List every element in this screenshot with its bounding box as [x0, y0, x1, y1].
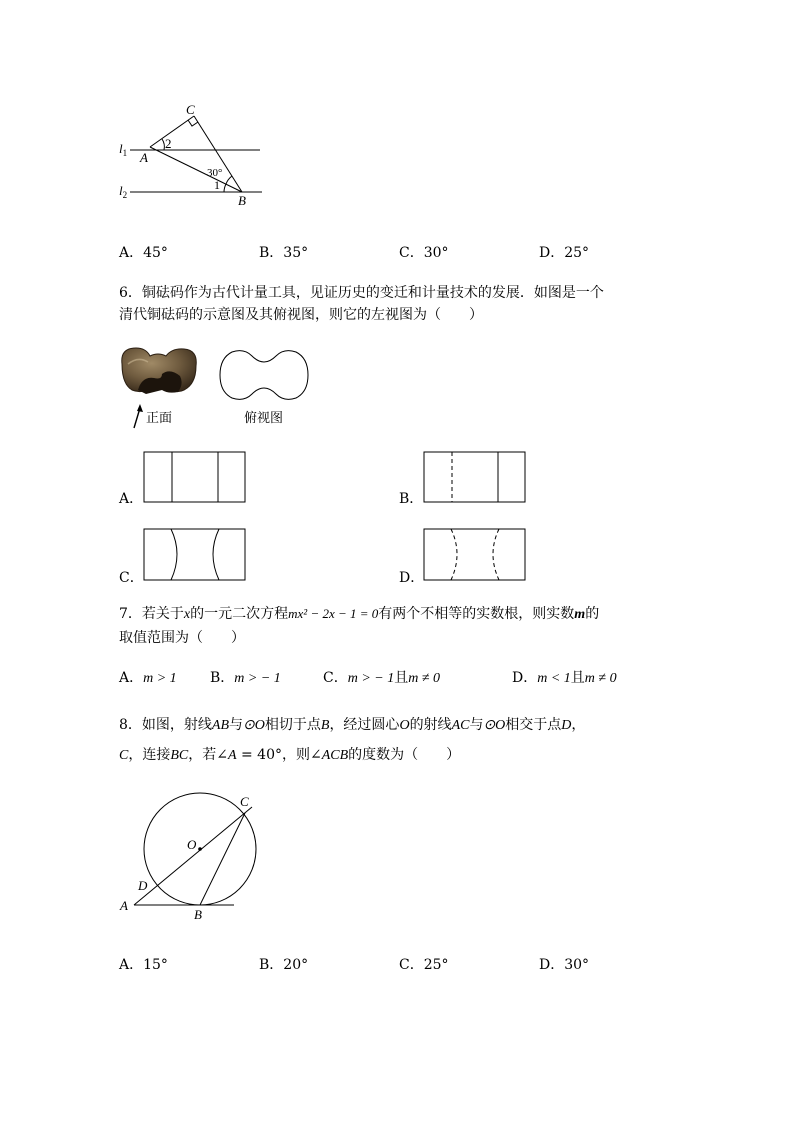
q8-stem-line1: 8．如图，射线AB与⊙O相切于点B，经过圆心O的射线AC与⊙O相交于点D， — [119, 717, 586, 733]
ray-ac — [134, 807, 252, 905]
q7-stem-line1: 7．若关于x的一元二次方程mx² − 2x − 1 = 0有两个不相等的实数根，则实数m的 — [119, 606, 600, 622]
fig8-label-a: A — [120, 898, 128, 913]
top-view-label: 俯视图 — [244, 411, 284, 426]
label-c: C — [186, 102, 195, 117]
q8-stem-line2: C，连接BC，若∠A = 40°，则∠ACB的度数为（ ） — [119, 747, 461, 763]
label-angle-2: 2 — [165, 136, 172, 151]
label-l1: $l_1$ — [119, 141, 128, 158]
q7-option-b: B．m > − 1 — [210, 670, 281, 686]
label-b: B — [238, 193, 246, 208]
q6-option-a-figure — [143, 451, 247, 503]
segment-ac — [150, 116, 194, 147]
segment-bc — [200, 813, 245, 905]
fig8-label-b: B — [194, 907, 202, 922]
right-angle-mark — [188, 120, 198, 126]
q6-stem-line1: 6．铜砝码作为古代计量工具，见证历史的变迁和计量技术的发展．如图是一个 — [119, 285, 604, 301]
angle-30-arc — [226, 176, 232, 184]
q6-option-d-figure — [423, 528, 527, 581]
fig8-label-c: C — [240, 794, 249, 809]
q6-option-d-letter: D． — [399, 570, 425, 586]
q8-option-a: A．15° — [119, 957, 168, 973]
q6-option-b-figure — [423, 451, 527, 503]
q5-option-c: C．30° — [399, 245, 449, 261]
q8-option-b: B．20° — [259, 957, 309, 973]
center-dot — [198, 847, 202, 851]
q5-figure — [110, 100, 280, 212]
q6-stem-line2: 清代铜砝码的示意图及其俯视图，则它的左视图为（ ） — [119, 307, 483, 323]
q8-figure — [112, 792, 272, 926]
q7-option-a: A．m > 1 — [119, 670, 177, 686]
q7-option-c: C．m > − 1且m ≠ 0 — [323, 670, 441, 686]
angle-1-arc — [224, 184, 226, 192]
top-view-figure — [218, 346, 310, 404]
fig8-label-d: D — [138, 878, 148, 893]
q6-option-b-letter: B． — [399, 491, 424, 507]
q5-option-a: A．45° — [119, 245, 168, 261]
q5-option-d: D．25° — [539, 245, 590, 261]
q8-option-d: D．30° — [539, 957, 590, 973]
fig8-label-o: O — [187, 837, 197, 852]
q5-option-b: B．35° — [259, 245, 309, 261]
label-a: A — [140, 150, 148, 165]
q6-option-a-letter: A． — [119, 491, 144, 507]
q7-option-d: D．m < 1且m ≠ 0 — [512, 670, 617, 686]
q8-option-c: C．25° — [399, 957, 449, 973]
front-label: 正面 — [146, 411, 173, 426]
q7-stem-line2: 取值范围为（ ） — [119, 630, 245, 646]
label-angle-1: 1 — [214, 178, 220, 192]
q6-option-c-letter: C． — [119, 570, 144, 586]
q6-option-c-figure — [143, 528, 247, 581]
label-angle-30: 30° — [207, 167, 223, 179]
label-l2: $l_2$ — [119, 183, 128, 200]
